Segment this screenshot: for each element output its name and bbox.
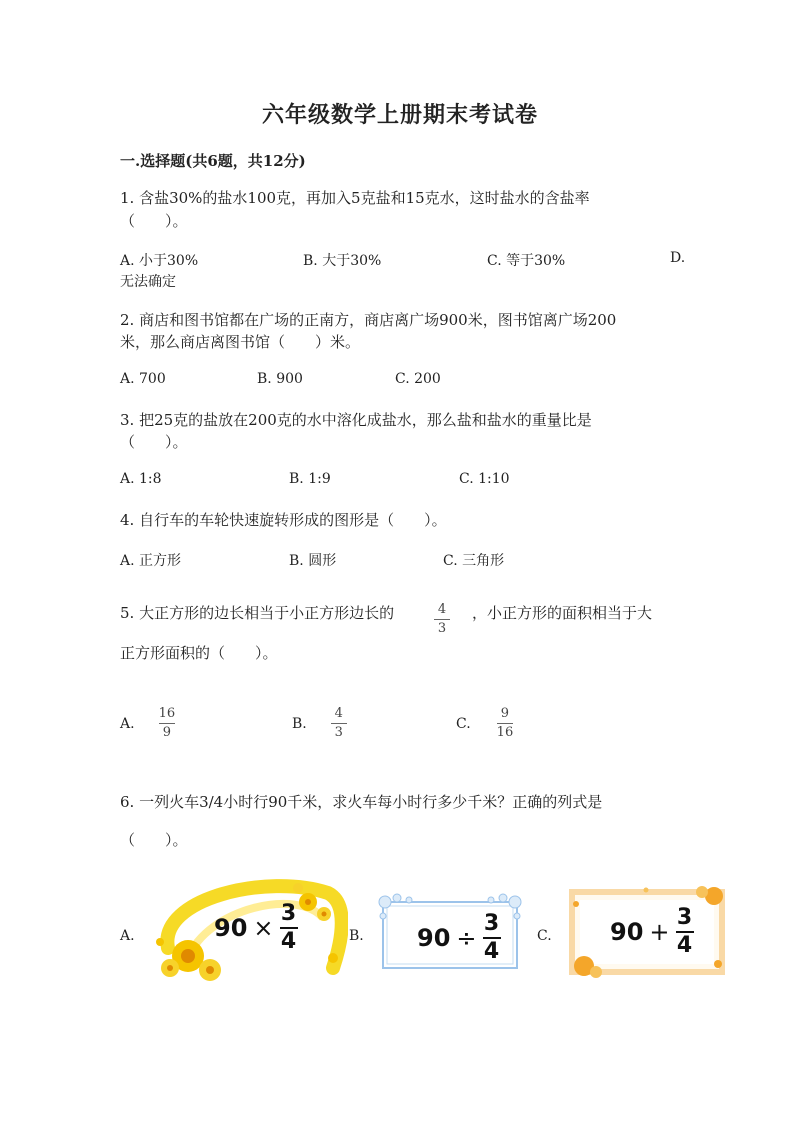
q6-a-left: 90 — [214, 914, 248, 942]
q5-option-a[interactable] — [120, 706, 175, 741]
page-title: 六年级数学上册期末考试卷 — [261, 102, 538, 128]
question-6-line1: 6. 一列火车3/4小时行90千米，求火车每小时行多少千米？正确的列式是 — [120, 793, 603, 811]
q5-option-c[interactable] — [456, 706, 513, 741]
q1-option-a[interactable]: A. 小于30% — [120, 253, 199, 269]
q5-b-den: 3 — [334, 725, 343, 740]
q6-a-op: × — [253, 914, 274, 942]
question-5-line1-post: ，小正方形的面积相当于大 — [472, 604, 653, 622]
q6-c-den: 4 — [676, 933, 693, 958]
q5-option-b-label: B. — [292, 715, 307, 732]
q6-option-a-label[interactable]: A. — [120, 928, 135, 944]
q5-a-den: 9 — [162, 725, 171, 740]
q3-option-b[interactable]: B. 1:9 — [289, 471, 331, 487]
question-2-line1: 2. 商店和图书馆都在广场的正南方，商店离广场900米，图书馆离广场200 — [120, 311, 617, 329]
question-1-line2: （ ）。 — [120, 212, 188, 230]
q6-c-expression — [610, 906, 694, 958]
q6-option-c-card[interactable] — [566, 884, 728, 980]
q5-c-den: 16 — [496, 725, 514, 740]
q6-option-b-label[interactable]: B. — [349, 928, 364, 944]
q5-a-num: 16 — [158, 706, 176, 721]
question-5-line1-pre: 5. 大正方形的边长相当于小正方形边长的 — [120, 604, 395, 622]
q6-a-expression — [214, 902, 298, 954]
q5-fraction — [434, 598, 450, 637]
question-6-line2: （ ）。 — [120, 831, 188, 849]
section-heading: 一.选择题(共6题，共12分) — [120, 152, 306, 170]
q5-b-num: 4 — [334, 706, 343, 721]
q3-option-c[interactable]: C. 1:10 — [459, 471, 510, 487]
q2-option-c[interactable]: C. 200 — [395, 371, 441, 387]
q6-b-op: ÷ — [456, 924, 477, 952]
q6-b-den: 4 — [483, 939, 500, 964]
q6-option-c-label[interactable]: C. — [537, 928, 552, 944]
q1-option-d[interactable]: D. — [670, 250, 686, 266]
q2-option-a[interactable]: A. 700 — [120, 371, 166, 387]
q6-a-num: 3 — [280, 901, 297, 926]
q1-option-d-text: 无法确定 — [120, 274, 176, 290]
q6-b-left: 90 — [417, 924, 451, 952]
q6-c-left: 90 — [610, 918, 644, 946]
q6-option-b-card[interactable] — [375, 892, 525, 974]
q6-option-a-card[interactable] — [148, 878, 348, 982]
q3-option-a[interactable]: A. 1:8 — [120, 471, 162, 487]
q5-frac-den: 3 — [437, 621, 447, 636]
q6-c-op: + — [649, 918, 670, 946]
question-4-line1: 4. 自行车的车轮快速旋转形成的图形是（ ）。 — [120, 511, 447, 529]
q1-option-b[interactable]: B. 大于30% — [303, 253, 382, 269]
q5-option-c-label: C. — [456, 715, 471, 732]
q1-option-c[interactable]: C. 等于30% — [487, 253, 566, 269]
q5-option-a-label: A. — [120, 715, 135, 732]
question-3-line2: （ ）。 — [120, 433, 188, 451]
q6-b-num: 3 — [483, 911, 500, 936]
q5-c-num: 9 — [500, 706, 510, 721]
q6-b-expression — [417, 912, 501, 964]
q5-frac-num: 4 — [437, 602, 447, 617]
q5-option-b[interactable] — [292, 706, 347, 741]
q6-a-den: 4 — [280, 929, 297, 954]
q4-option-c[interactable]: C. 三角形 — [443, 553, 505, 569]
question-2-line2: 米，那么商店离图书馆（ ）米。 — [120, 333, 361, 351]
q4-option-a[interactable]: A. 正方形 — [120, 553, 182, 569]
q6-c-num: 3 — [676, 905, 693, 930]
question-1-line1: 1. 含盐30%的盐水100克，再加入5克盐和15克水，这时盐水的含盐率 — [120, 189, 590, 207]
q2-option-b[interactable]: B. 900 — [257, 371, 303, 387]
question-3-line1: 3. 把25克的盐放在200克的水中溶化成盐水，那么盐和盐水的重量比是 — [120, 411, 592, 429]
question-5-line2: 正方形面积的（ ）。 — [120, 644, 278, 662]
q4-option-b[interactable]: B. 圆形 — [289, 553, 337, 569]
